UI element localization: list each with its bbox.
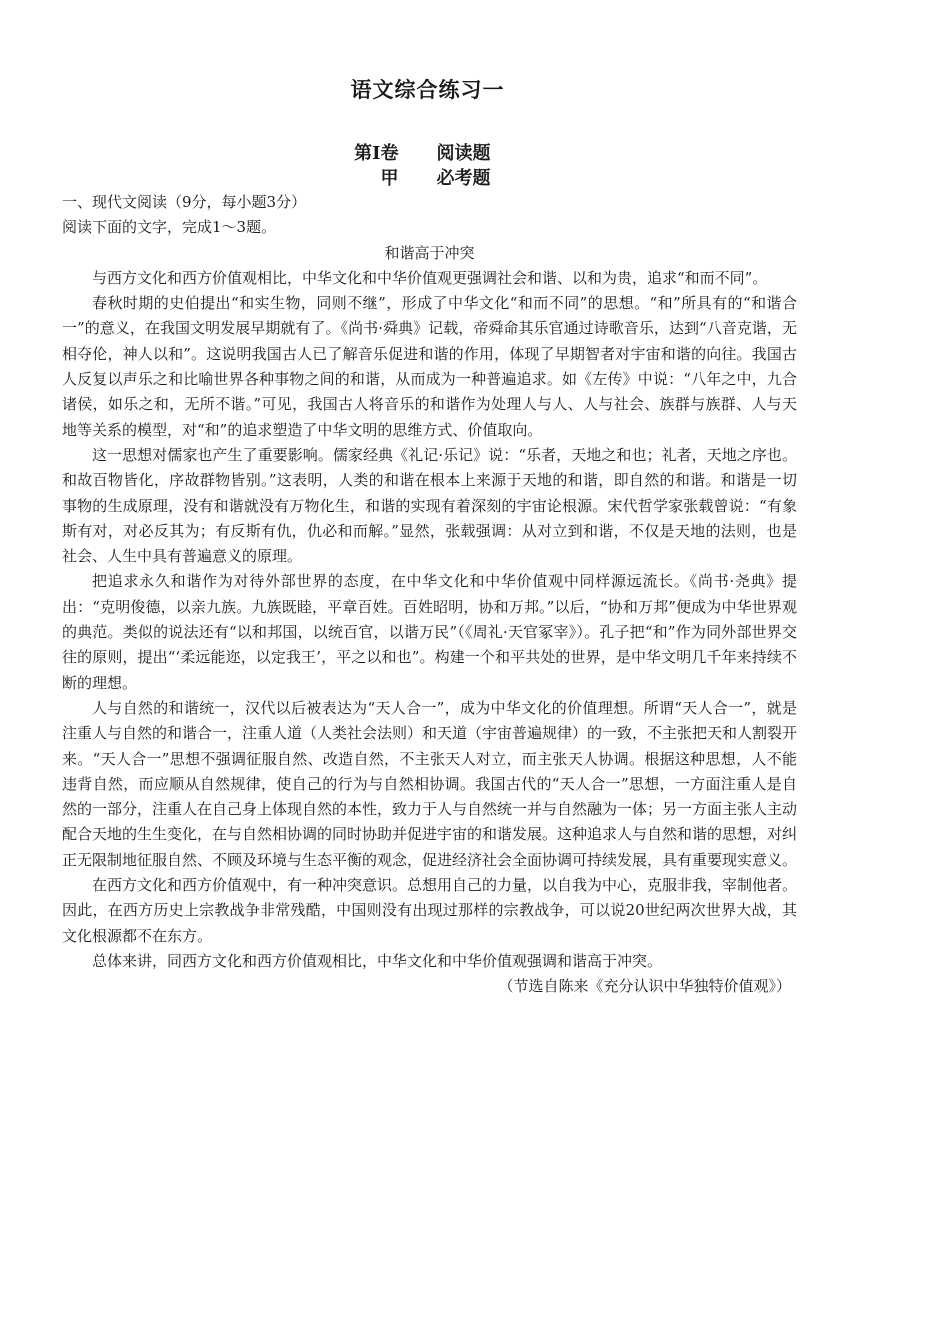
article-paragraph: 总体来讲，同西方文化和西方价值观相比，中华文化和中华价值观强调和谐高于冲突。 bbox=[92, 951, 663, 970]
article-paragraph: 与西方文化和西方价值观相比，中华文化和中华价值观更强调社会和谐、以和为贵，追求“和而不同”。 bbox=[92, 268, 768, 287]
volume-name: 阅读题 bbox=[436, 143, 491, 164]
volume-heading bbox=[0, 139, 855, 165]
article-paragraph: 这一思想对儒家也产生了重要影响。儒家经典《礼记·乐记》说：“乐者，天地之和也；礼者，天地之序也。和故百物皆化，序故群物皆别。”这表明，人类的和谐在根本上来源于天地的和谐，即自然的和谐。和谐是一切事物的生成原理，没有和谐就没有万物化生，和谐的实现有着深刻的宇宙论根源。宋代哲学家张载曾说：“有象斯有对，对必反其为；有反斯有仇，仇必和而解。”显然，张载强调：从对立到和谐，不仅是天地的法则，也是社会、人生中具有普遍意义的原理。 bbox=[62, 445, 797, 566]
part-name: 必考题 bbox=[436, 168, 491, 189]
article-paragraph: 在西方文化和西方价值观中，有一种冲突意识。总想用自己的力量，以自我为中心，克服非我，宰制他者。因此，在西方历史上宗教战争非常残酷，中国则没有出现过那样的宗教战争，可以说20世纪两次世界大战，其文化根源都不在东方。 bbox=[62, 876, 798, 945]
document-title: 语文综合练习一 bbox=[350, 77, 505, 102]
article-paragraph: 人与自然的和谐统一，汉代以后被表达为“天人合一”，成为中华文化的价值理想。所谓“天人合一”，就是注重人与自然的和谐合一，注重人道（人类社会法则）和天道（宇宙普遍规律）的一致，不主张把天和人割裂开来。“天人合一”思想不强调征服自然、改造自然，不主张天人对立，而主张天人协调。根据这种思想，人不能违背自然，而应顺从自然规律，使自己的行为与自然相协调。我国古代的“天人合一”思想，一方面注重人是自然的一部分，注重人在自己身上体现自然的本性，致力于人与自然统一并与自然融为一体；另一方面主张人主动配合天地的生生变化，在与自然相协调的同时协助并促进宇宙的和谐发展。这种追求人与自然和谐的思想，对纠正无限制地征服自然、不顾及环境与生态平衡的观念，促进经济社会全面协调可持续发展，具有重要现实意义。 bbox=[62, 698, 798, 869]
article-title: 和谐高于冲突 bbox=[384, 243, 475, 262]
volume-label: 第Ⅰ卷 bbox=[354, 143, 399, 164]
article-paragraph: 把追求永久和谐作为对待外部世界的态度，在中华文化和中华价值观中同样源远流长。《尚书·尧典》提出：“克明俊德，以亲九族。九族既睦，平章百姓。百姓昭明，协和万邦。”以后，“协和万邦”便成为中华世界观的典范。类似的说法还有“以和邦国，以统百官，以谐万民”（《周礼·天官冢宰》）。孔子把“和”作为同外部世界交往的原则，提出“‘柔远能迩，以定我王’，平之以和也”。构建一个和平共处的世界，是中华文明几千年来持续不断的理想。 bbox=[62, 572, 797, 692]
reading-section bbox=[62, 190, 797, 1000]
part-heading bbox=[0, 164, 855, 190]
part-label: 甲 bbox=[380, 168, 399, 189]
instruction-text: 阅读下面的文字，完成1～3题。 bbox=[62, 218, 277, 237]
source-citation: （节选自陈来《充分认识中华独特价值观》） bbox=[498, 977, 791, 996]
article-paragraph: 春秋时期的史伯提出“和实生物，同则不继”，形成了中华文化“和而不同”的思想。“和”所具有的“和谐合一”的意义，在我国文明发展早期就有了。《尚书·舜典》记载，帝舜命其乐官通过诗歌音乐，达到“八音克谐，无相夺伦，神人以和”。这说明我国古人已了解音乐促进和谐的作用，体现了早期智者对宇宙和谐的向往。我国古人反复以声乐之和比喻世界各种事物之间的和谐，从而成为一种普遍追求。如《左传》中说：“八年之中，九合诸侯，如乐之和，无所不谐。”可见，我国古人将音乐的和谐作为处理人与人、人与社会、族群与族群、人与天地等关系的模型，对“和”的追求塑造了中华文明的思维方式、价值取向。 bbox=[62, 294, 797, 439]
section-heading: 一、现代文阅读（9分，每小题3分） bbox=[62, 193, 307, 211]
